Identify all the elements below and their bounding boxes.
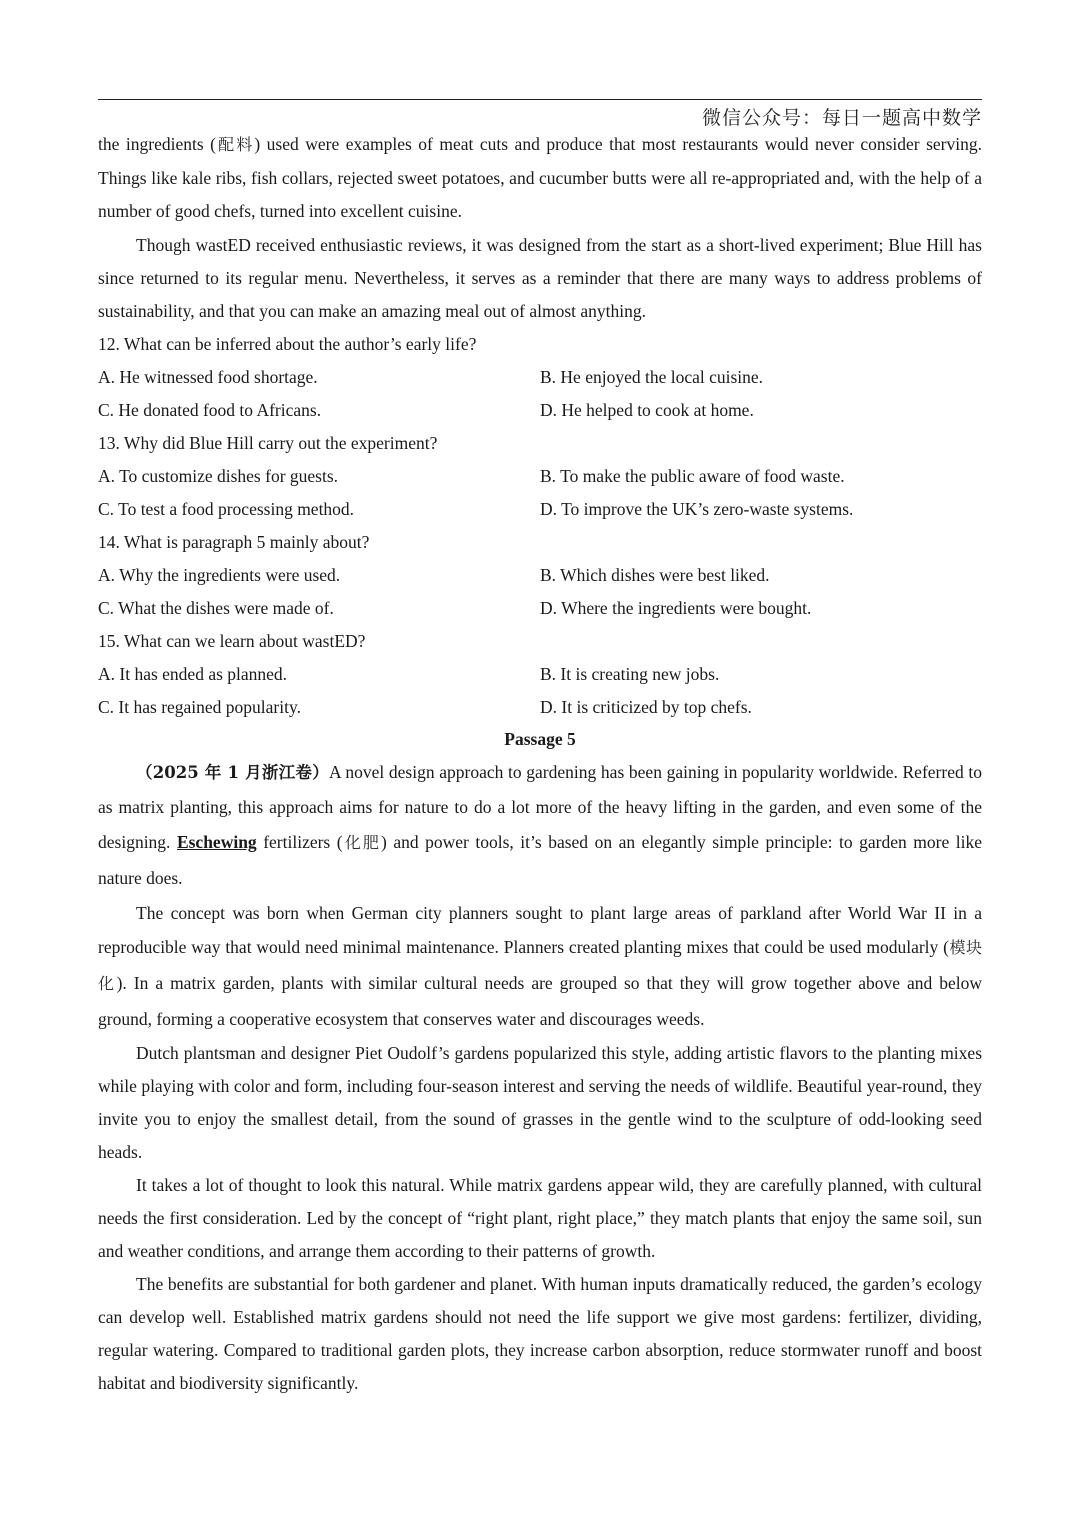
chinese-gloss: 模块化 [98,938,982,994]
option-d[interactable]: D. To improve the UK’s zero-waste systems. [540,498,854,519]
question-15 [98,625,982,724]
option-a[interactable]: A. He witnessed food shortage. [98,366,318,387]
passage4-paragraph-end [98,128,982,229]
text-run: ) used were examples of meat cuts and produce that most restaurants would never consider serving. Things like kale ribs, fish collars, rejected sweet potatoes, and cucumber butts were all re-appropriated and, with the help of a number of good chefs, turned into excellent cuisine. [98,134,982,221]
option-d[interactable]: D. It is criticized by top chefs. [540,696,752,717]
question-stem: 15. What can we learn about wastED? [98,630,366,651]
text-run: the ingredients ( [98,134,216,154]
passage-title: Passage 5 [504,728,576,749]
underlined-keyword: Eschewing [176,832,257,853]
text-run: ) and power tools, it’s based on an elegantly simple principle: to garden more like nature does. [98,832,982,888]
option-d[interactable]: D. Where the ingredients were bought. [540,597,812,618]
text-run: ). In a matrix garden, plants with similar cultural needs are grouped so that they will grow together above and below ground, forming a cooperative ecosystem that conserves water and discourages weeds. [98,973,982,1030]
option-a[interactable]: A. Why the ingredients were used. [98,564,341,585]
question-13 [98,427,982,526]
passage5-paragraph-5: The benefits are substantial for both gardener and planet. With human inputs dramatically reduced, the garden’s ecology can develop well. Established matrix gardens should not need the life support we give most gardens: fertilizer, dividing, regular watering. Compared to traditional garden plots, they increase carbon absorption, reduce stormwater runoff and boost habitat and biodiversity significantly. [98,1273,982,1393]
option-row [98,658,982,691]
passage4-last-paragraph: Though wastED received enthusiastic reviews, it was designed from the start as a short-lived experiment; Blue Hill has since returned to its regular menu. Nevertheless, it serves as a reminder that there are many ways to address problems of sustainability, and that you can make an amazing meal out of almost anything. [98,234,982,321]
question-stem: 13. Why did Blue Hill carry out the experiment? [98,432,438,453]
text-run: The concept was born when German city planners sought to plant large areas of parkland after World War II in a reproducible way that would need minimal maintenance. Planners created planting mixes that could be used modularly ( [98,902,982,958]
question-12 [98,328,982,427]
option-c[interactable]: C. It has regained popularity. [98,696,301,717]
passage5-paragraph-2 [98,896,982,1037]
option-row [98,361,982,394]
exam-source: （2025 年 1 月浙江卷） [136,762,329,782]
option-b[interactable]: B. Which dishes were best liked. [540,564,770,585]
page-content [98,128,982,1400]
question-stem: 14. What is paragraph 5 mainly about? [98,531,370,552]
header-rule [98,99,982,100]
option-row [98,493,982,526]
option-b[interactable]: B. To make the public aware of food waste. [540,465,845,486]
option-c[interactable]: C. To test a food processing method. [98,498,355,519]
option-b[interactable]: B. He enjoyed the local cuisine. [540,366,764,387]
chinese-gloss: 化肥 [342,833,382,853]
passage5-paragraph-4: It takes a lot of thought to look this natural. While matrix gardens appear wild, they are carefully planned, with cultural needs the first consideration. Led by the concept of “right plant, right place,” they match plants that enjoy the same soil, sun and weather conditions, and arrange them according to their patterns of growth. [98,1174,982,1261]
option-b[interactable]: B. It is creating new jobs. [540,663,720,684]
option-c[interactable]: C. What the dishes were made of. [98,597,334,618]
text-run: A novel design approach to gardening has been gaining in popularity worldwide. Referred to as matrix planting, this approach aims for nature to do a lot more of the heavy lifting in the garden, and even some of the designing. [98,761,982,853]
text-run: fertilizers ( [256,832,343,853]
question-14 [98,526,982,625]
question-stem: 12. What can be inferred about the author’s early life? [98,333,477,354]
option-row [98,592,982,625]
option-c[interactable]: C. He donated food to Africans. [98,399,322,420]
header-label: 微信公众号：每日一题高中数学 [701,107,982,129]
option-row [98,559,982,592]
option-d[interactable]: D. He helped to cook at home. [540,399,754,420]
option-row [98,394,982,427]
chinese-gloss: 配料 [215,135,255,154]
option-a[interactable]: A. It has ended as planned. [98,663,288,684]
option-row [98,691,982,724]
passage5-paragraph-1 [98,755,982,896]
passage5-paragraph-3: Dutch plantsman and designer Piet Oudolf’s gardens popularized this style, adding artistic flavors to the planting mixes while playing with color and form, including four-season interest and serving the needs of wildlife. Beautiful year-round, they invite you to enjoy the smallest detail, from the sound of grasses in the gentle wind to the sculpture of odd-looking seed heads. [98,1042,982,1162]
option-a[interactable]: A. To customize dishes for guests. [98,465,339,486]
option-row [98,460,982,493]
